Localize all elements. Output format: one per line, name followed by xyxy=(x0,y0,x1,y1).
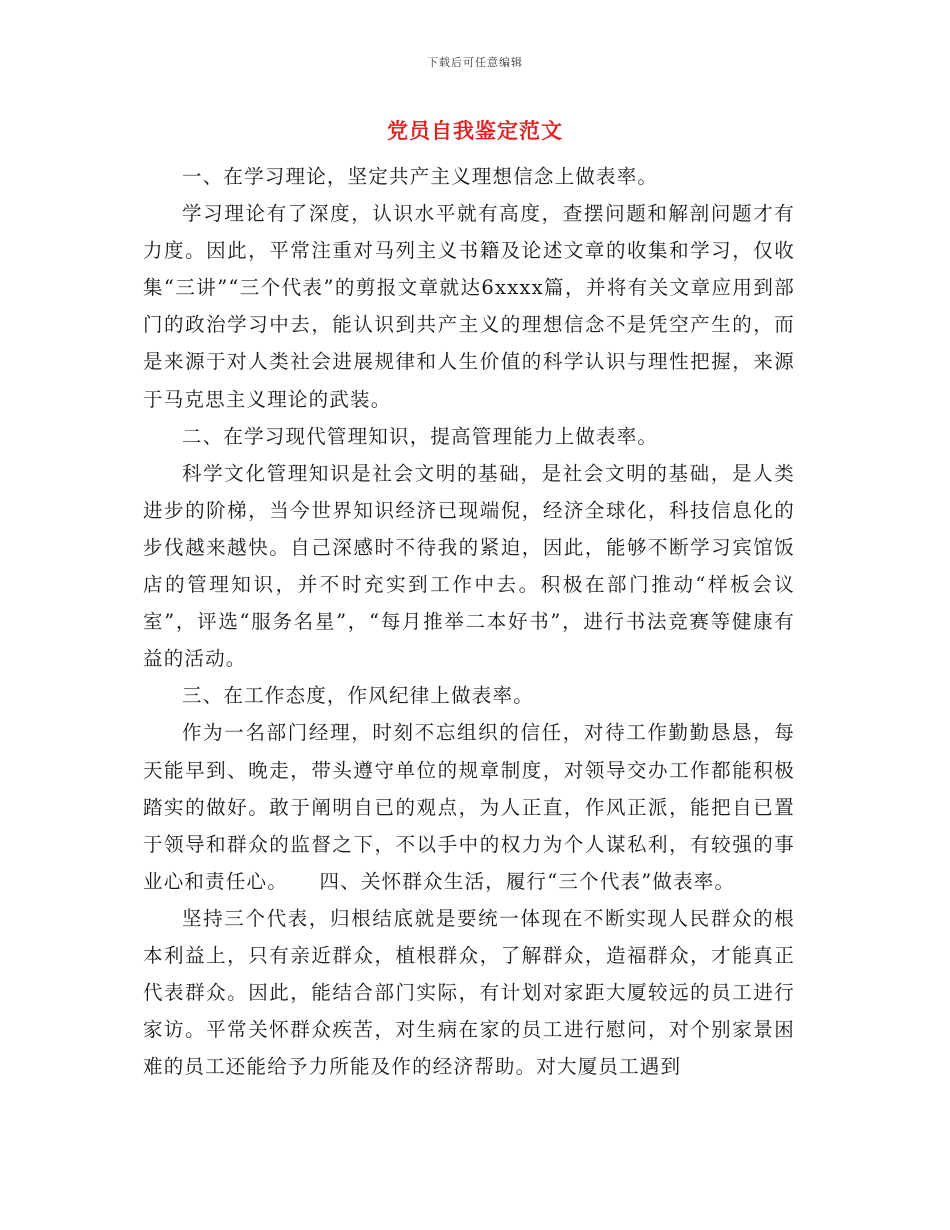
body-paragraph: 坚持三个代表，归根结底就是要统一体现在不断实现人民群众的根本利益上，只有亲近群众，植根群众，了解群众，造福群众，才能真正代表群众。因此，能结合部门实际，有计划对家距大厦较远的员工进行家访。平常关怀群众疾苦，对生病在家的员工进行慰问，对个别家景困难的员工还能给予力所能及作的经济帮助。对大厦员工遇到 xyxy=(143,906,795,1079)
body-paragraph: 作为一名部门经理，时刻不忘组织的信任，对待工作勤勤恳恳，每天能早到、晚走，带头遵守单位的规章制度，对领导交办工作都能积极踏实的做好。敢于阐明自已的观点，为人正直，作风正派，能把自已置于领导和群众的监督之下，不以手中的权力为个人谋私利，有较强的事业心和责任心。 四、关怀群众生活，履行“三个代表”做表率。 xyxy=(143,721,795,893)
document-title: 党员自我鉴定范文 xyxy=(387,118,563,143)
body-paragraph: 学习理论有了深度，认识水平就有高度，查摆问题和解剖问题才有力度。因此，平常注重对马列主义书籍及论述文章的收集和学习，仅收集“三讲”“三个代表”的剪报文章就达6xxxx篇，并将有关文章应用到部门的政治学习中去，能认识到共产主义的理想信念不是凭空产生的，而是来源于对人类社会进展规律和人生价值的科学认识与理性把握，来源于马克思主义理论的武装。 xyxy=(143,202,795,411)
section-heading-3: 三、在工作态度，作风纪律上做表率。 xyxy=(182,684,534,708)
section-heading-1: 一、在学习理论，坚定共产主义理想信念上做表率。 xyxy=(182,165,659,188)
page-header-note: 下载后可任意编辑 xyxy=(427,56,523,69)
document-body xyxy=(143,158,795,1085)
section-heading-2: 二、在学习现代管理知识，提高管理能力上做表率。 xyxy=(182,424,659,448)
body-paragraph: 科学文化管理知识是社会文明的基础，是社会文明的基础，是人类进步的阶梯，当今世界知识经济已现端倪，经济全球化，科技信息化的步伐越来越快。自己深感时不待我的紧迫，因此，能够不断学习宾馆饭店的管理知识，并不时充实到工作中去。积极在部门推动“样板会议室”，评选“服务名星”，“每月推举二本好书”，进行书法竞赛等健康有益的活动。 xyxy=(143,461,795,671)
